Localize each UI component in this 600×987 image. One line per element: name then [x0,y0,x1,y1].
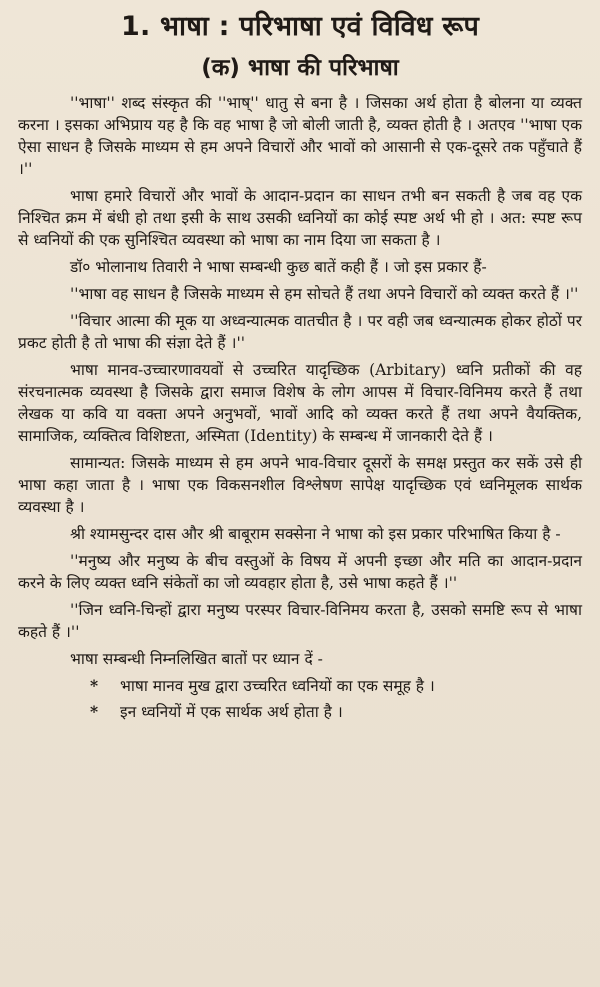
section-title: (क) भाषा की परिभाषा [201,55,399,81]
quote-tiwari-1: ''भाषा वह साधन है जिसके माध्यम से हम सोचते हैं तथा अपने विचारों को व्यक्त करते हैं ।'' [70,285,579,303]
asterisk-bullet: * [90,676,99,695]
quote-das-saxena-2: ''जिन ध्वनि-चिन्हों द्वारा मनुष्य परस्पर विचार-विनिमय करता है, उसको समष्टि रूप से भाषा कहते हैं ।'' [18,601,582,641]
paragraph-points-intro: भाषा सम्बन्धी निम्नलिखित बातों पर ध्यान दें - [70,650,323,668]
paragraph-arbitrary-symbols: भाषा मानव-उच्चारणावयवों से उच्चरित यादृच्छिक (Arbitary) ध्वनि प्रतीकों की वह संरचनात्मक व्यवस्था है जिसके द्वारा समाज विशेष के लोग आपस में विचार-विनिमय करते हैं तथा लेखक या कवि या वक्ता अपने अनुभवों, भावों आदि को व्यक्त करते हैं तथा अपने वैयक्तिक, सामाजिक, व्यक्तित्व विशिष्टता, अस्मिता (Identity) के सम्बन्ध में जानकारी देते हैं । [18,361,582,445]
paragraph-tiwari-intro: डॉ० भोलानाथ तिवारी ने भाषा सम्बन्धी कुछ बातें कही हैं । जो इस प्रकार हैं- [70,258,487,276]
list-item-text: भाषा मानव मुख द्वारा उच्चरित ध्वनियों का एक समूह है । [120,677,435,695]
list-item [18,675,582,697]
list-item [18,701,582,723]
list-item-text: इन ध्वनियों में एक सार्थक अर्थ होता है । [120,703,343,721]
chapter-title: 1. भाषा : परिभाषा एवं विविध रूप [120,11,480,42]
asterisk-bullet: * [90,702,99,721]
paragraph-das-saxena-intro: श्री श्यामसुन्दर दास और श्री बाबूराम सक्सेना ने भाषा को इस प्रकार परिभाषित किया है - [70,525,561,543]
paragraph-definition-origin: ''भाषा'' शब्द संस्कृत की ''भाष्'' धातु से बना है । जिसका अर्थ होता है बोलना या व्यक्त करना । इसका अभिप्राय यह है कि वह भाषा है जो बोली जाती है, व्यक्त होती है । अतएव ''भाषा एक ऐसा साधन है जिसके माध्यम से हम अपने विचारों और भावों को आसानी से एक-दूसरे तक पहुँचाते हैं ।'' [18,94,582,178]
paragraph-system: भाषा हमारे विचारों और भावों के आदान-प्रदान का साधन तभी बन सकती है जब वह एक निश्चित क्रम में बंधी हो तथा इसी के साथ उसकी ध्वनियों का कोई स्पष्ट अर्थ भी हो । अत: स्पष्ट रूप से ध्वनियों की एक सुनिश्चित व्यवस्था को भाषा का नाम दिया जा सकता है । [18,187,582,249]
points-list [18,675,582,723]
quote-tiwari-2: ''विचार आत्मा की मूक या अध्वन्यात्मक वातचीत है । पर वही जब ध्वन्यात्मक होकर होठों पर प्रकट होती है तो भाषा की संज्ञा देते हैं ।'' [18,312,582,352]
quote-das-saxena-1: ''मनुष्य और मनुष्य के बीच वस्तुओं के विषय में अपनी इच्छा और मति का आदान-प्रदान करने के लिए व्यक्त ध्वनि संकेतों का जो व्यवहार होता है, उसे भाषा कहते हैं ।'' [18,552,582,592]
paragraph-general-definition: सामान्यत: जिसके माध्यम से हम अपने भाव-विचार दूसरों के समक्ष प्रस्तुत कर सकें उसे ही भाषा कहा जाता है । भाषा एक विकसनशील विश्लेषण सापेक्ष यादृच्छिक एवं ध्वनिमूलक सार्थक व्यवस्था है । [18,454,582,516]
